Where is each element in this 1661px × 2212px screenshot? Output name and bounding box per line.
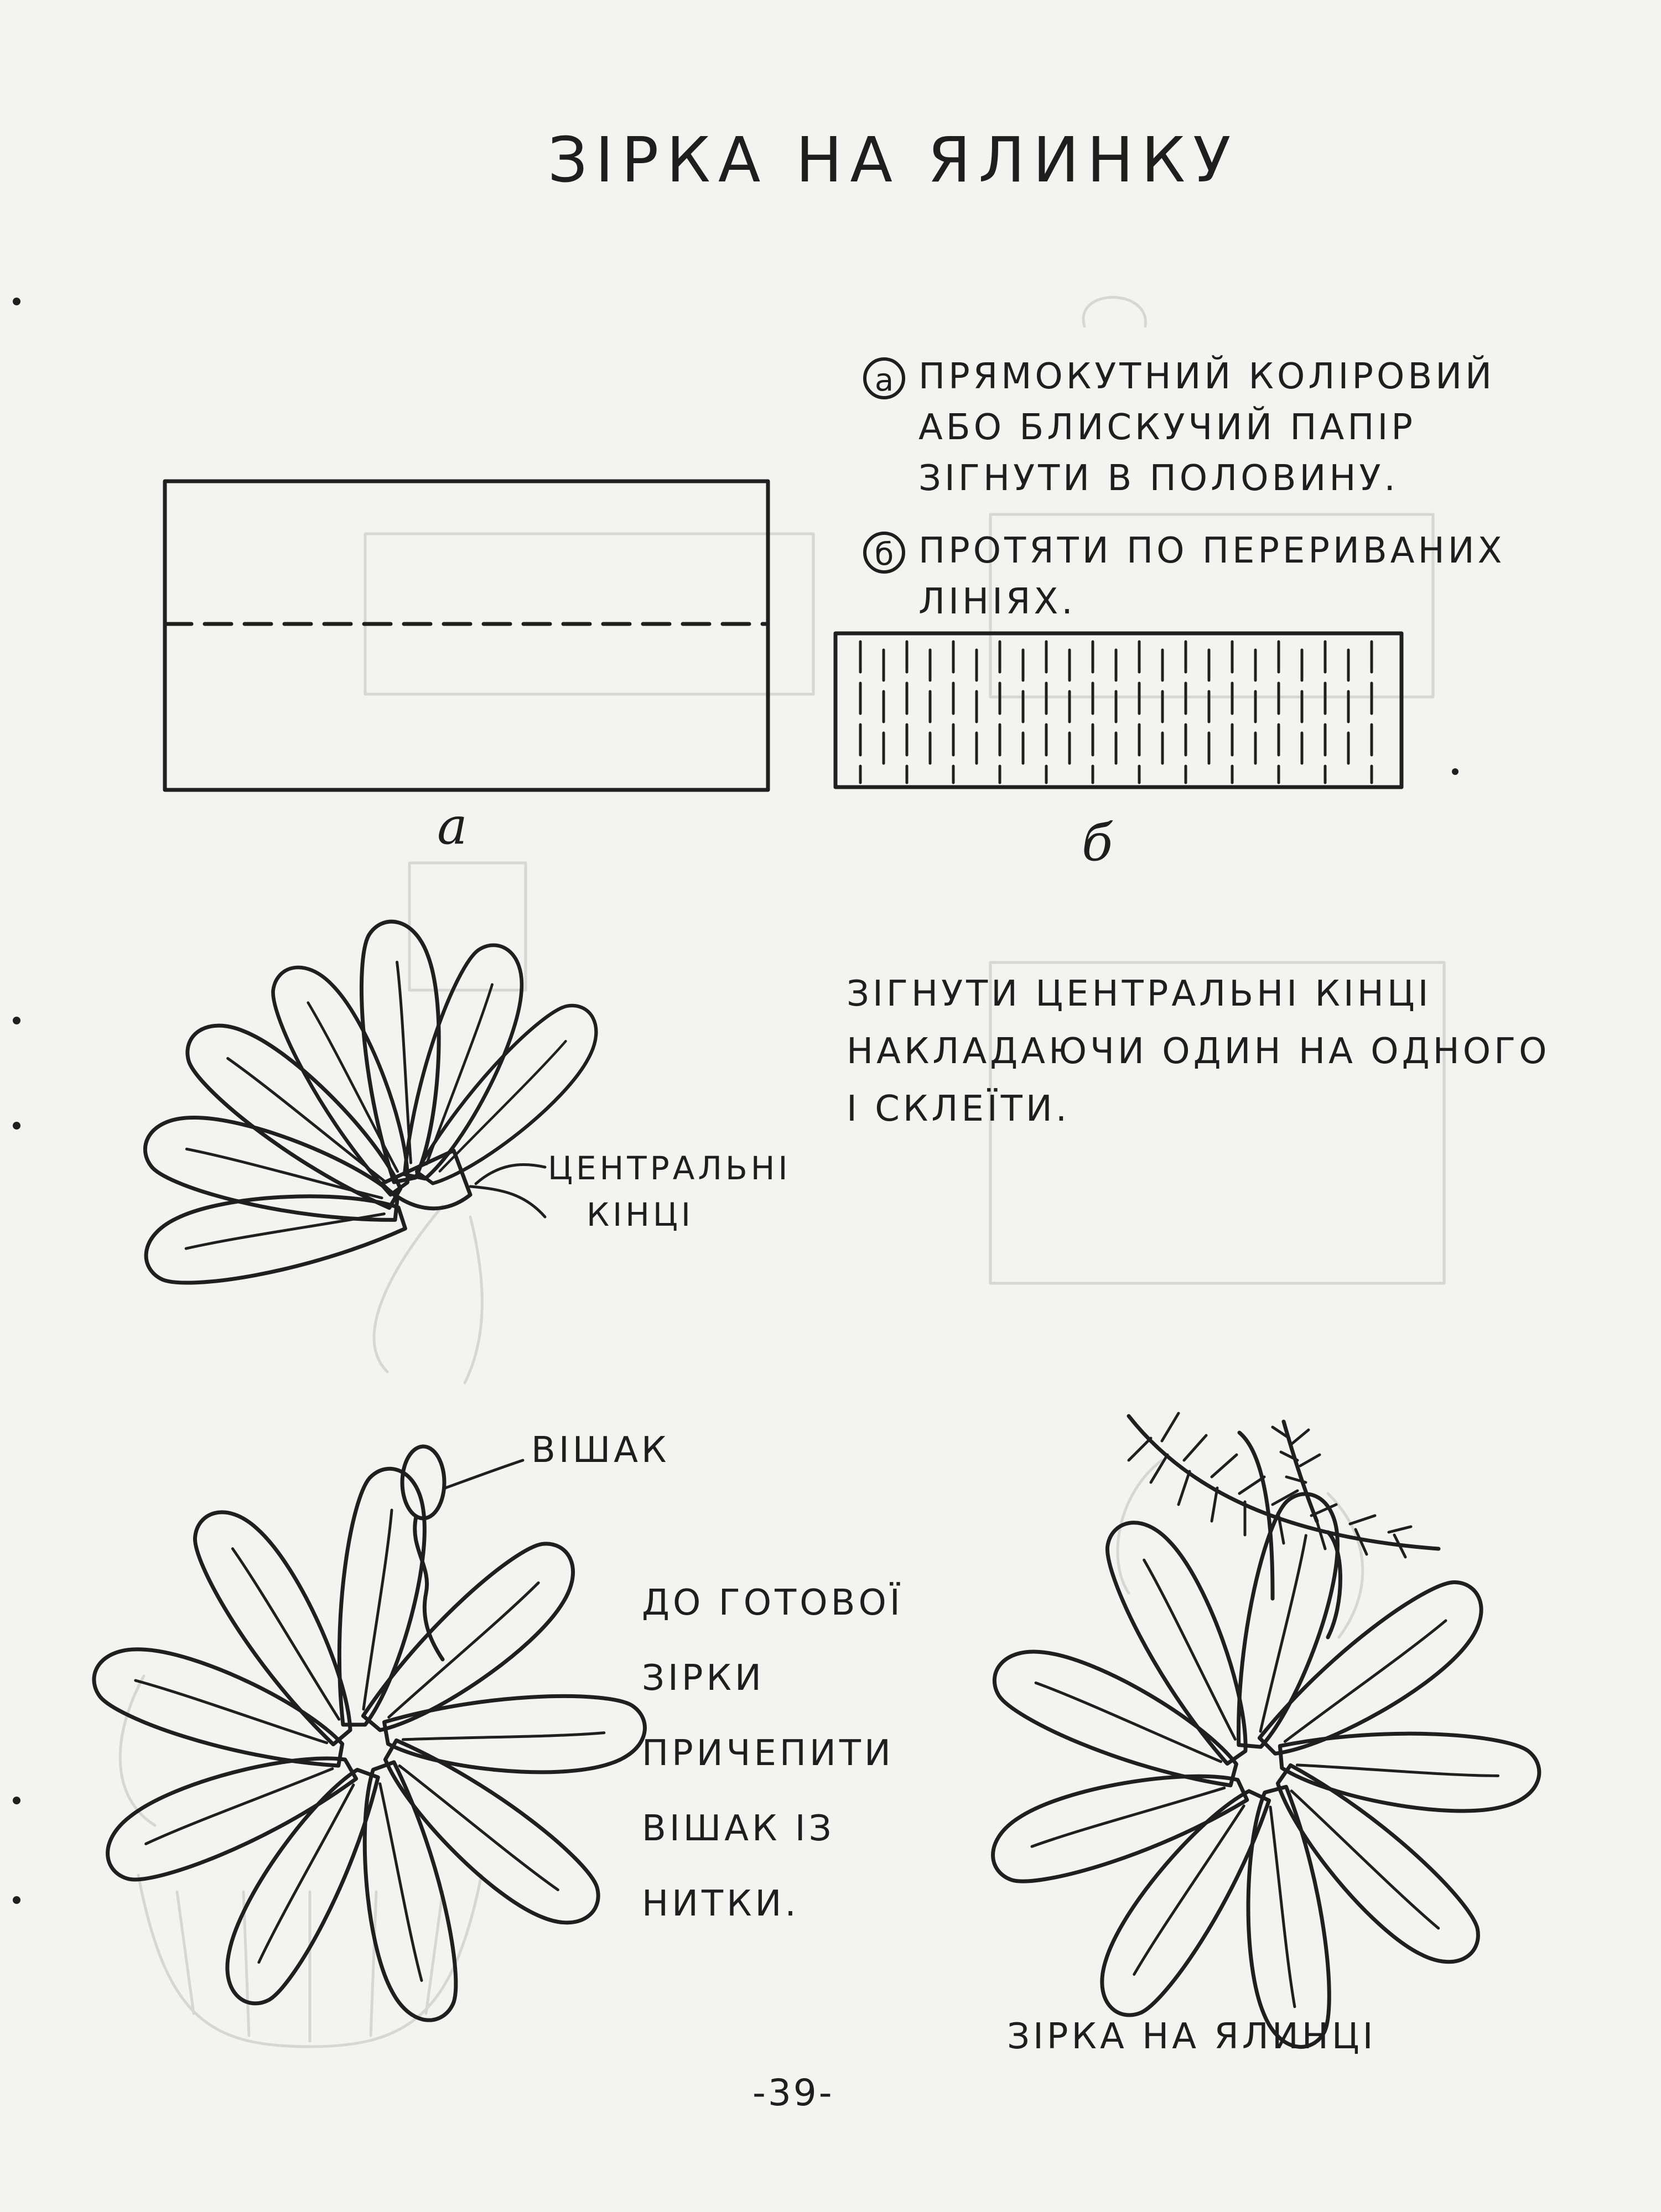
step-b-line: ПРОТЯТИ ПО ПЕРЕРИВАНИХ <box>918 530 1506 571</box>
fir-branch-drawing <box>1129 1413 1439 1637</box>
hanger-loop-drawing <box>402 1446 523 1659</box>
figure-a-label: а <box>437 797 468 856</box>
central-ends-label <box>548 1145 791 1238</box>
step-a-line: ПРЯМОКУТНИЙ КОЛІРОВИЙ <box>918 356 1495 397</box>
fold-instruction-line: ЗІГНУТИ ЦЕНТРАЛЬНІ КІНЦІ <box>847 974 1432 1014</box>
step-b-line: ЛІНІЯХ. <box>918 581 1076 622</box>
step-a-line: АБО БЛИСКУЧИЙ ПАПІР <box>918 407 1416 448</box>
page-title: ЗІРКА НА ЯЛИНКУ <box>548 124 1239 196</box>
page-number: -39- <box>752 2072 834 2114</box>
fan-fold-drawing <box>137 915 611 1311</box>
central-ends-pointer <box>476 1164 545 1184</box>
step-a <box>863 351 1495 504</box>
attach-instruction-line: НИТКИ. <box>642 1883 800 1924</box>
step-a-marker: а <box>863 357 905 399</box>
attach-instruction-line: ПРИЧЕПИТИ <box>642 1733 894 1774</box>
attach-instruction <box>642 1565 904 1942</box>
step-b <box>863 525 1505 627</box>
figure-b-cut-strip <box>835 633 1402 787</box>
step-a-line: ЗІГНУТИ В ПОЛОВИНУ. <box>918 458 1399 499</box>
hanger-label: ВІШАК <box>531 1430 670 1471</box>
attach-instruction-line: ЗІРКИ <box>642 1658 765 1699</box>
attach-instruction-line: ДО ГОТОВОЇ <box>642 1583 904 1623</box>
figure-a-rectangle <box>165 481 768 790</box>
central-ends-line: КІНЦІ <box>586 1196 694 1233</box>
tree-star-drawing <box>980 1490 1542 2055</box>
central-ends-line: ЦЕНТРАЛЬНІ <box>548 1149 791 1187</box>
step-b-marker: б <box>863 532 905 574</box>
tree-caption: ЗІРКА НА ЯЛИНЦІ <box>1007 2016 1377 2057</box>
figure-b-label: б <box>1082 813 1113 872</box>
fold-instruction-line: І СКЛЕЇТИ. <box>847 1089 1071 1130</box>
attach-instruction-line: ВІШАК ІЗ <box>642 1808 835 1849</box>
finished-star-drawing <box>86 1469 651 2031</box>
fold-instruction <box>847 965 1550 1138</box>
fold-instruction-line: НАКЛАДАЮЧИ ОДИН НА ОДНОГО <box>847 1031 1550 1072</box>
